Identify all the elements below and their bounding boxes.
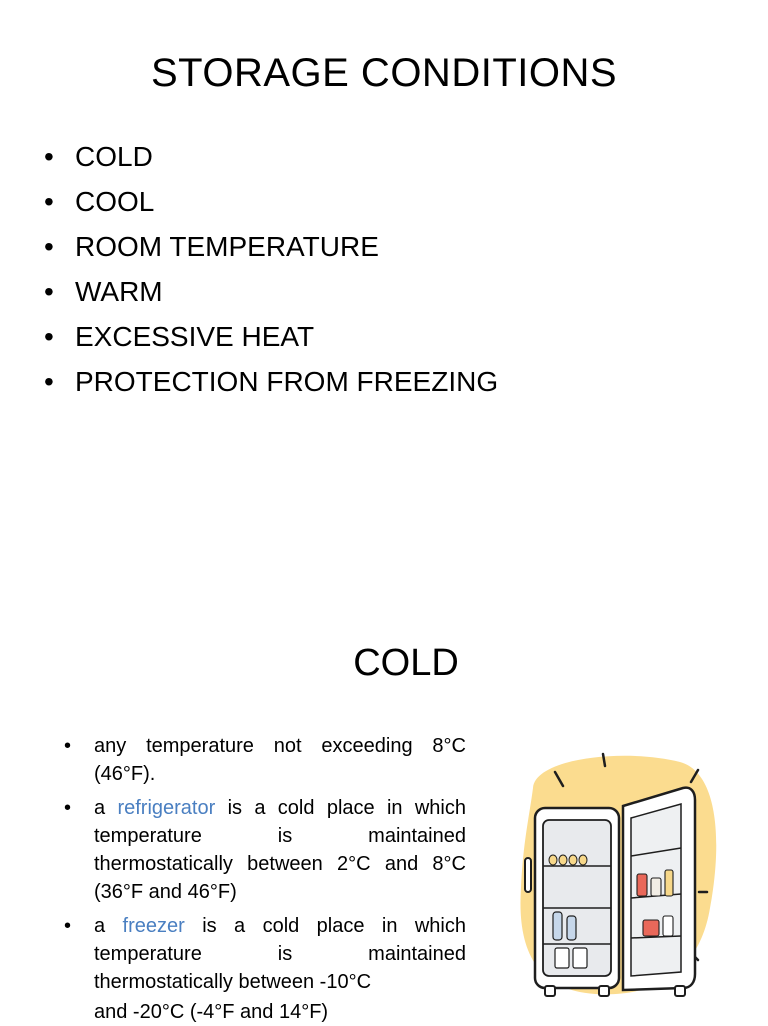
- list-item-label: ROOM TEMPERATURE: [75, 231, 379, 262]
- definition-text: is a cold place in which temperature is maintained thermostatically between -10°C: [94, 915, 466, 993]
- definition-text: any temperature not exceeding 8°C (46°F).: [94, 735, 466, 785]
- definition-text: is a cold place in which temperature is maintained thermostatically between 2°C and 8°C (36°F and 46°F): [94, 797, 466, 903]
- list-item: [64, 732, 466, 788]
- refrigerator-icon: [505, 748, 725, 1008]
- list-item-label: COOL: [75, 186, 155, 217]
- list-item: [44, 269, 498, 314]
- list-item: [44, 179, 498, 224]
- bullet-icon: •: [44, 231, 54, 262]
- prefix-text: a: [94, 915, 123, 937]
- list-item-label: COLD: [75, 141, 153, 172]
- bullet-icon: •: [64, 915, 72, 937]
- bullet-icon: •: [44, 321, 54, 352]
- cold-definition-list: [64, 732, 466, 1002]
- list-item: [64, 912, 466, 996]
- list-item: [44, 134, 498, 179]
- list-item-label: EXCESSIVE HEAT: [75, 321, 315, 352]
- list-item-label: WARM: [75, 276, 163, 307]
- list-item: [44, 314, 498, 359]
- slide-title: STORAGE CONDITIONS: [150, 51, 618, 95]
- bullet-icon: •: [44, 366, 54, 397]
- list-item-label: PROTECTION FROM FREEZING: [75, 366, 499, 397]
- refrigerator-term: refrigerator: [117, 797, 216, 819]
- list-item: [44, 224, 498, 269]
- bullet-icon: •: [44, 186, 54, 217]
- list-item: [44, 359, 498, 404]
- continuation-text: and -20°C (-4°F and 14°F): [94, 1001, 329, 1023]
- section-title: COLD: [353, 642, 459, 684]
- bullet-icon: •: [44, 141, 54, 172]
- bullet-icon: •: [44, 276, 54, 307]
- list-item: [64, 794, 466, 906]
- bullet-icon: •: [64, 735, 72, 757]
- freezer-term: freezer: [122, 915, 185, 937]
- bullet-icon: •: [64, 797, 72, 819]
- prefix-text: a: [94, 797, 118, 819]
- storage-conditions-list: [44, 134, 498, 404]
